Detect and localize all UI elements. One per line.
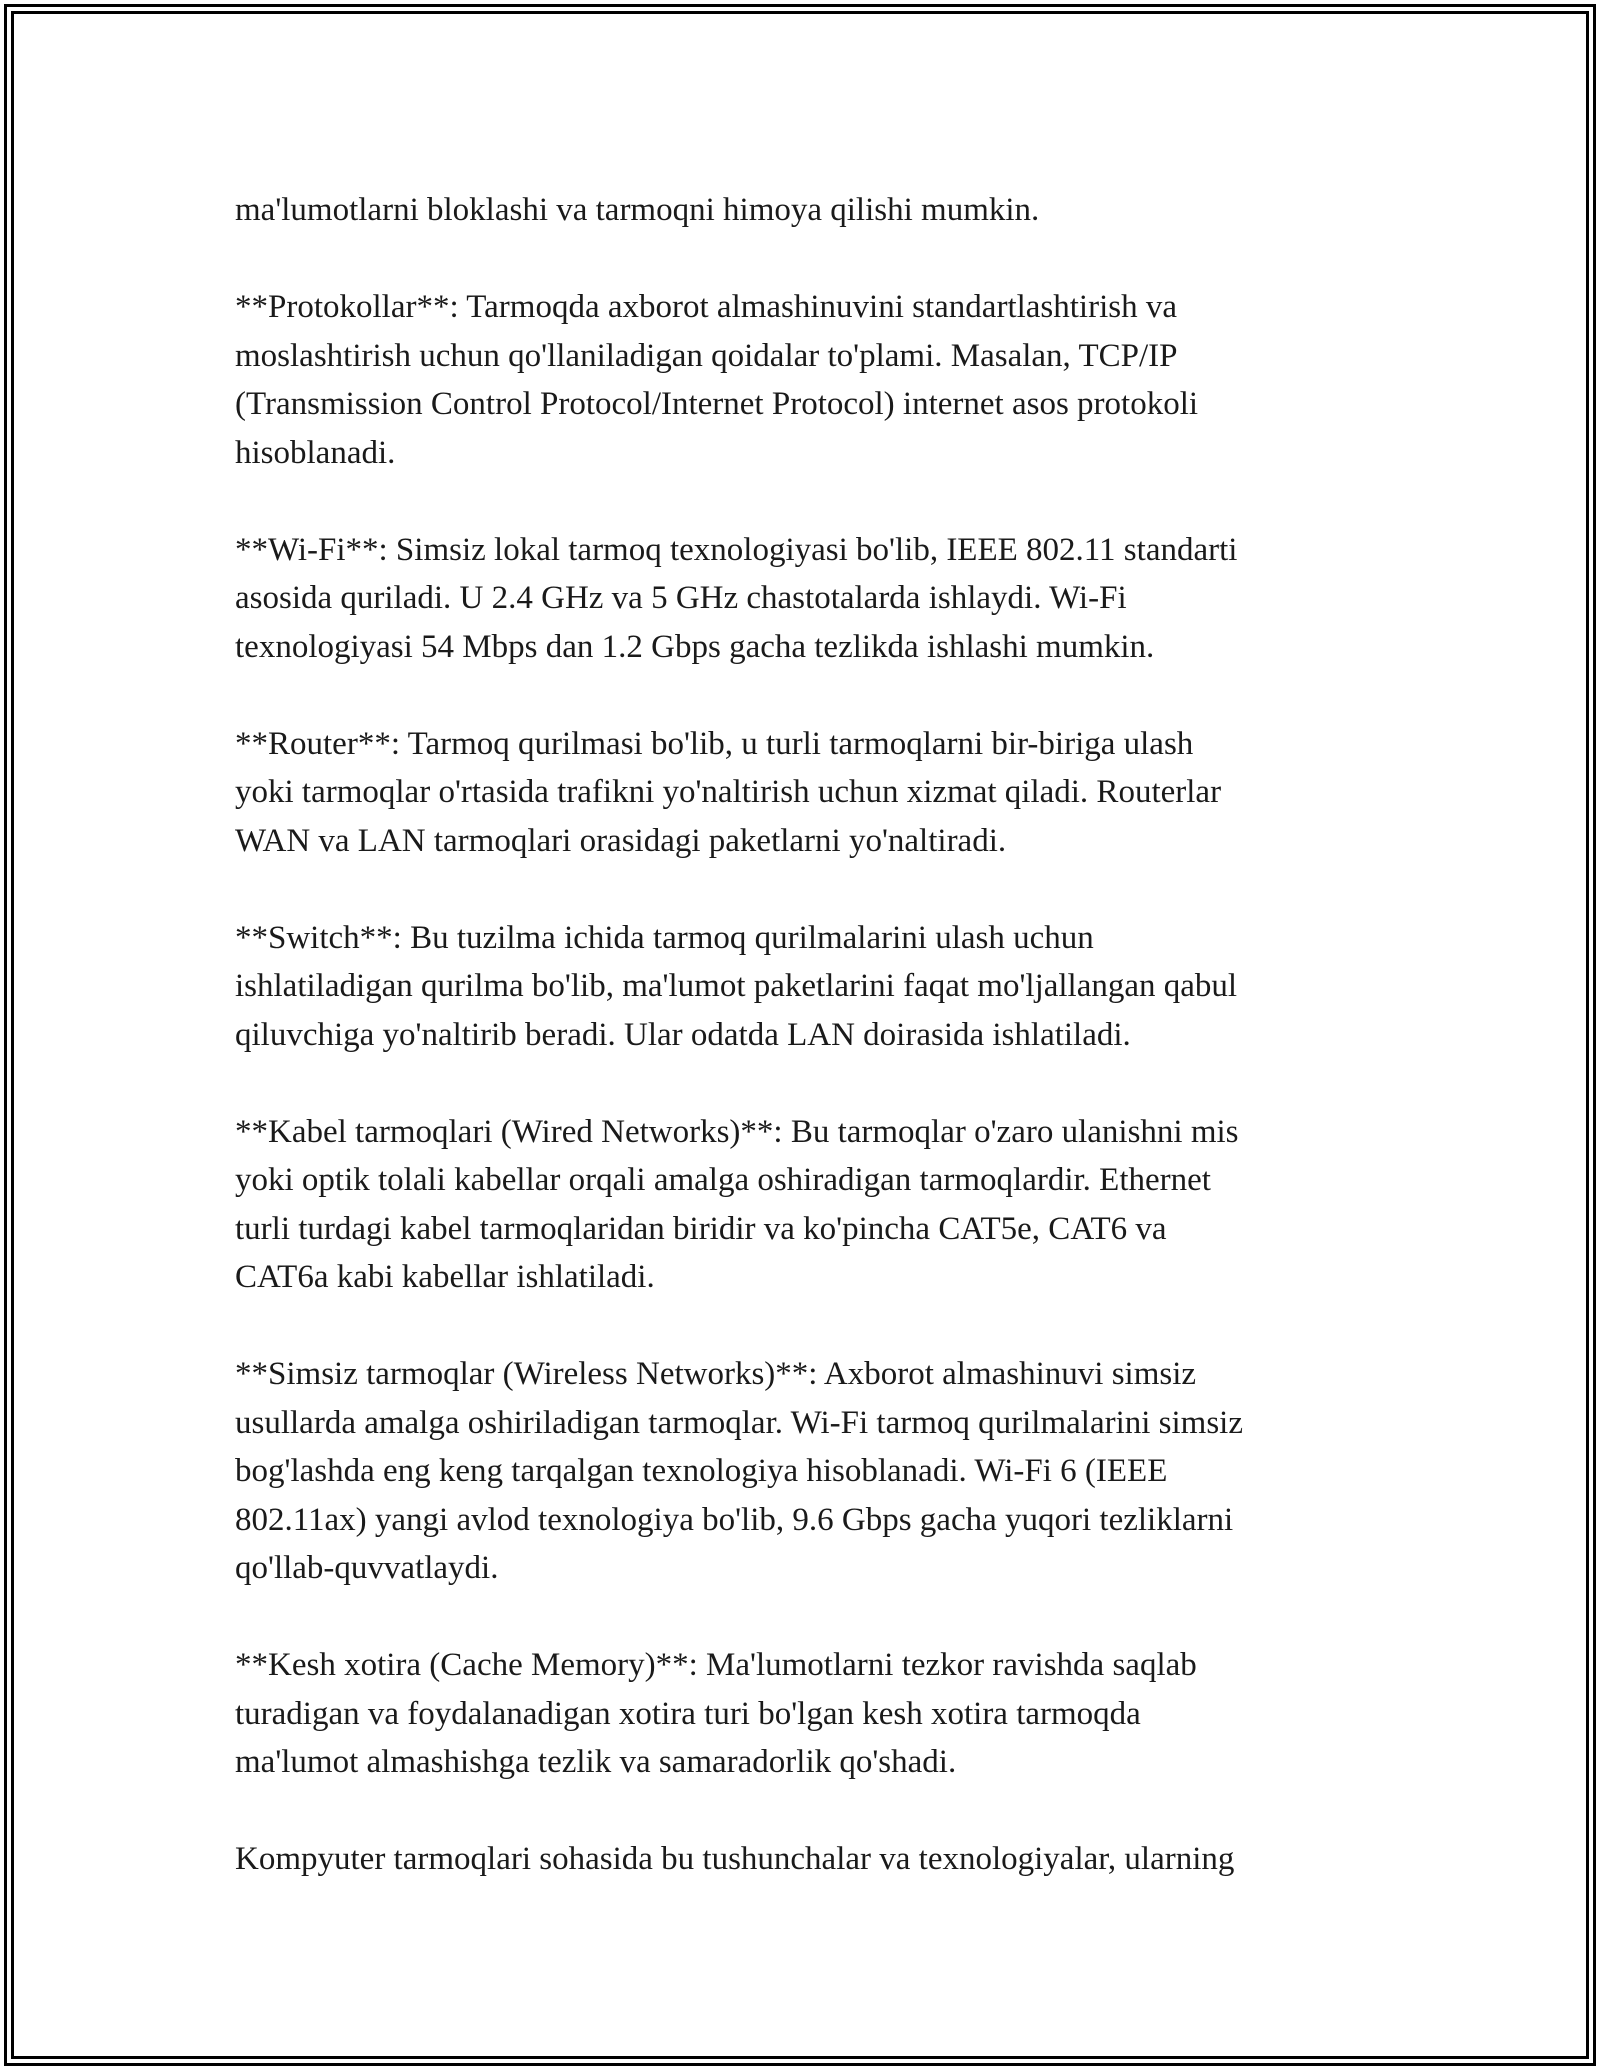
paragraph-switch: **Switch**: Bu tuzilma ichida tarmoq qurilmalarini ulash uchun ishlatiladigan qurilma bo'lib, ma'lumot paketlarini faqat mo'ljallangan qabul qiluvchiga yo'naltirib beradi. Ular odatda LAN doirasida ishlatiladi. — [235, 919, 1238, 1053]
paragraph-intro-continuation: ma'lumotlarni bloklashi va tarmoqni himoya qilishi mumkin. — [235, 192, 1040, 228]
paragraph-protocols: **Protokollar**: Tarmoqda axborot almashinuvini standartlashtirish va moslashtirish uchun qo'llaniladigan qoidalar to'plami. Masalan, TCP/IP (Transmission Control Protocol/Internet Protocol) internet asos protokoli hisoblanadi. — [235, 289, 1199, 471]
paragraph-cache-memory: **Kesh xotira (Cache Memory)**: Ma'lumotlarni tezkor ravishda saqlab turadigan va foydalanadigan xotira turi bo'lgan kesh xotira tarmoqda ma'lumot almashishga tezlik va samaradorlik qo'shadi. — [235, 1647, 1197, 1780]
paragraph-wifi: **Wi-Fi**: Simsiz lokal tarmoq texnologiyasi bo'lib, IEEE 802.11 standarti asosida quriladi. U 2.4 GHz va 5 GHz chastotalarda ishlaydi. Wi-Fi texnologiyasi 54 Mbps dan 1.2 Gbps gacha tezlikda ishlashi mumkin. — [235, 531, 1238, 665]
paragraph-wired-networks: **Kabel tarmoqlari (Wired Networks)**: Bu tarmoqlar o'zaro ulanishni mis yoki optik tolali kabellar orqali amalga oshiradigan tarmoqlardir. Ethernet turli turdagi kabel tarmoqlaridan biridir va ko'pincha CAT5e, CAT6 va CAT6a kabi kabellar ishlatiladi. — [235, 1113, 1239, 1295]
paragraph-wireless-networks: **Simsiz tarmoqlar (Wireless Networks)**: Axborot almashinuvi simsiz usullarda amalga oshiriladigan tarmoqlar. Wi-Fi tarmoq qurilmalarini simsiz bog'lashda eng keng tarqalgan texnologiya hisoblanadi. Wi-Fi 6 (IEEE 802.11ax) yangi avlod texnologiya bo'lib, 9.6 Gbps gacha yuqori tezliklarni qo'llab-quvvatlaydi. — [235, 1356, 1243, 1586]
paragraph-router: **Router**: Tarmoq qurilmasi bo'lib, u turli tarmoqlarni bir-biriga ulash yoki tarmoqlar o'rtasida trafikni yo'naltirish uchun xizmat qiladi. Routerlar WAN va LAN tarmoqlari orasidagi paketlarni yo'naltiradi. — [235, 725, 1222, 859]
document-body — [235, 186, 1375, 1884]
paragraph-conclusion: Kompyuter tarmoqlari sohasida bu tushunchalar va texnologiyalar, ularning — [235, 1841, 1235, 1877]
